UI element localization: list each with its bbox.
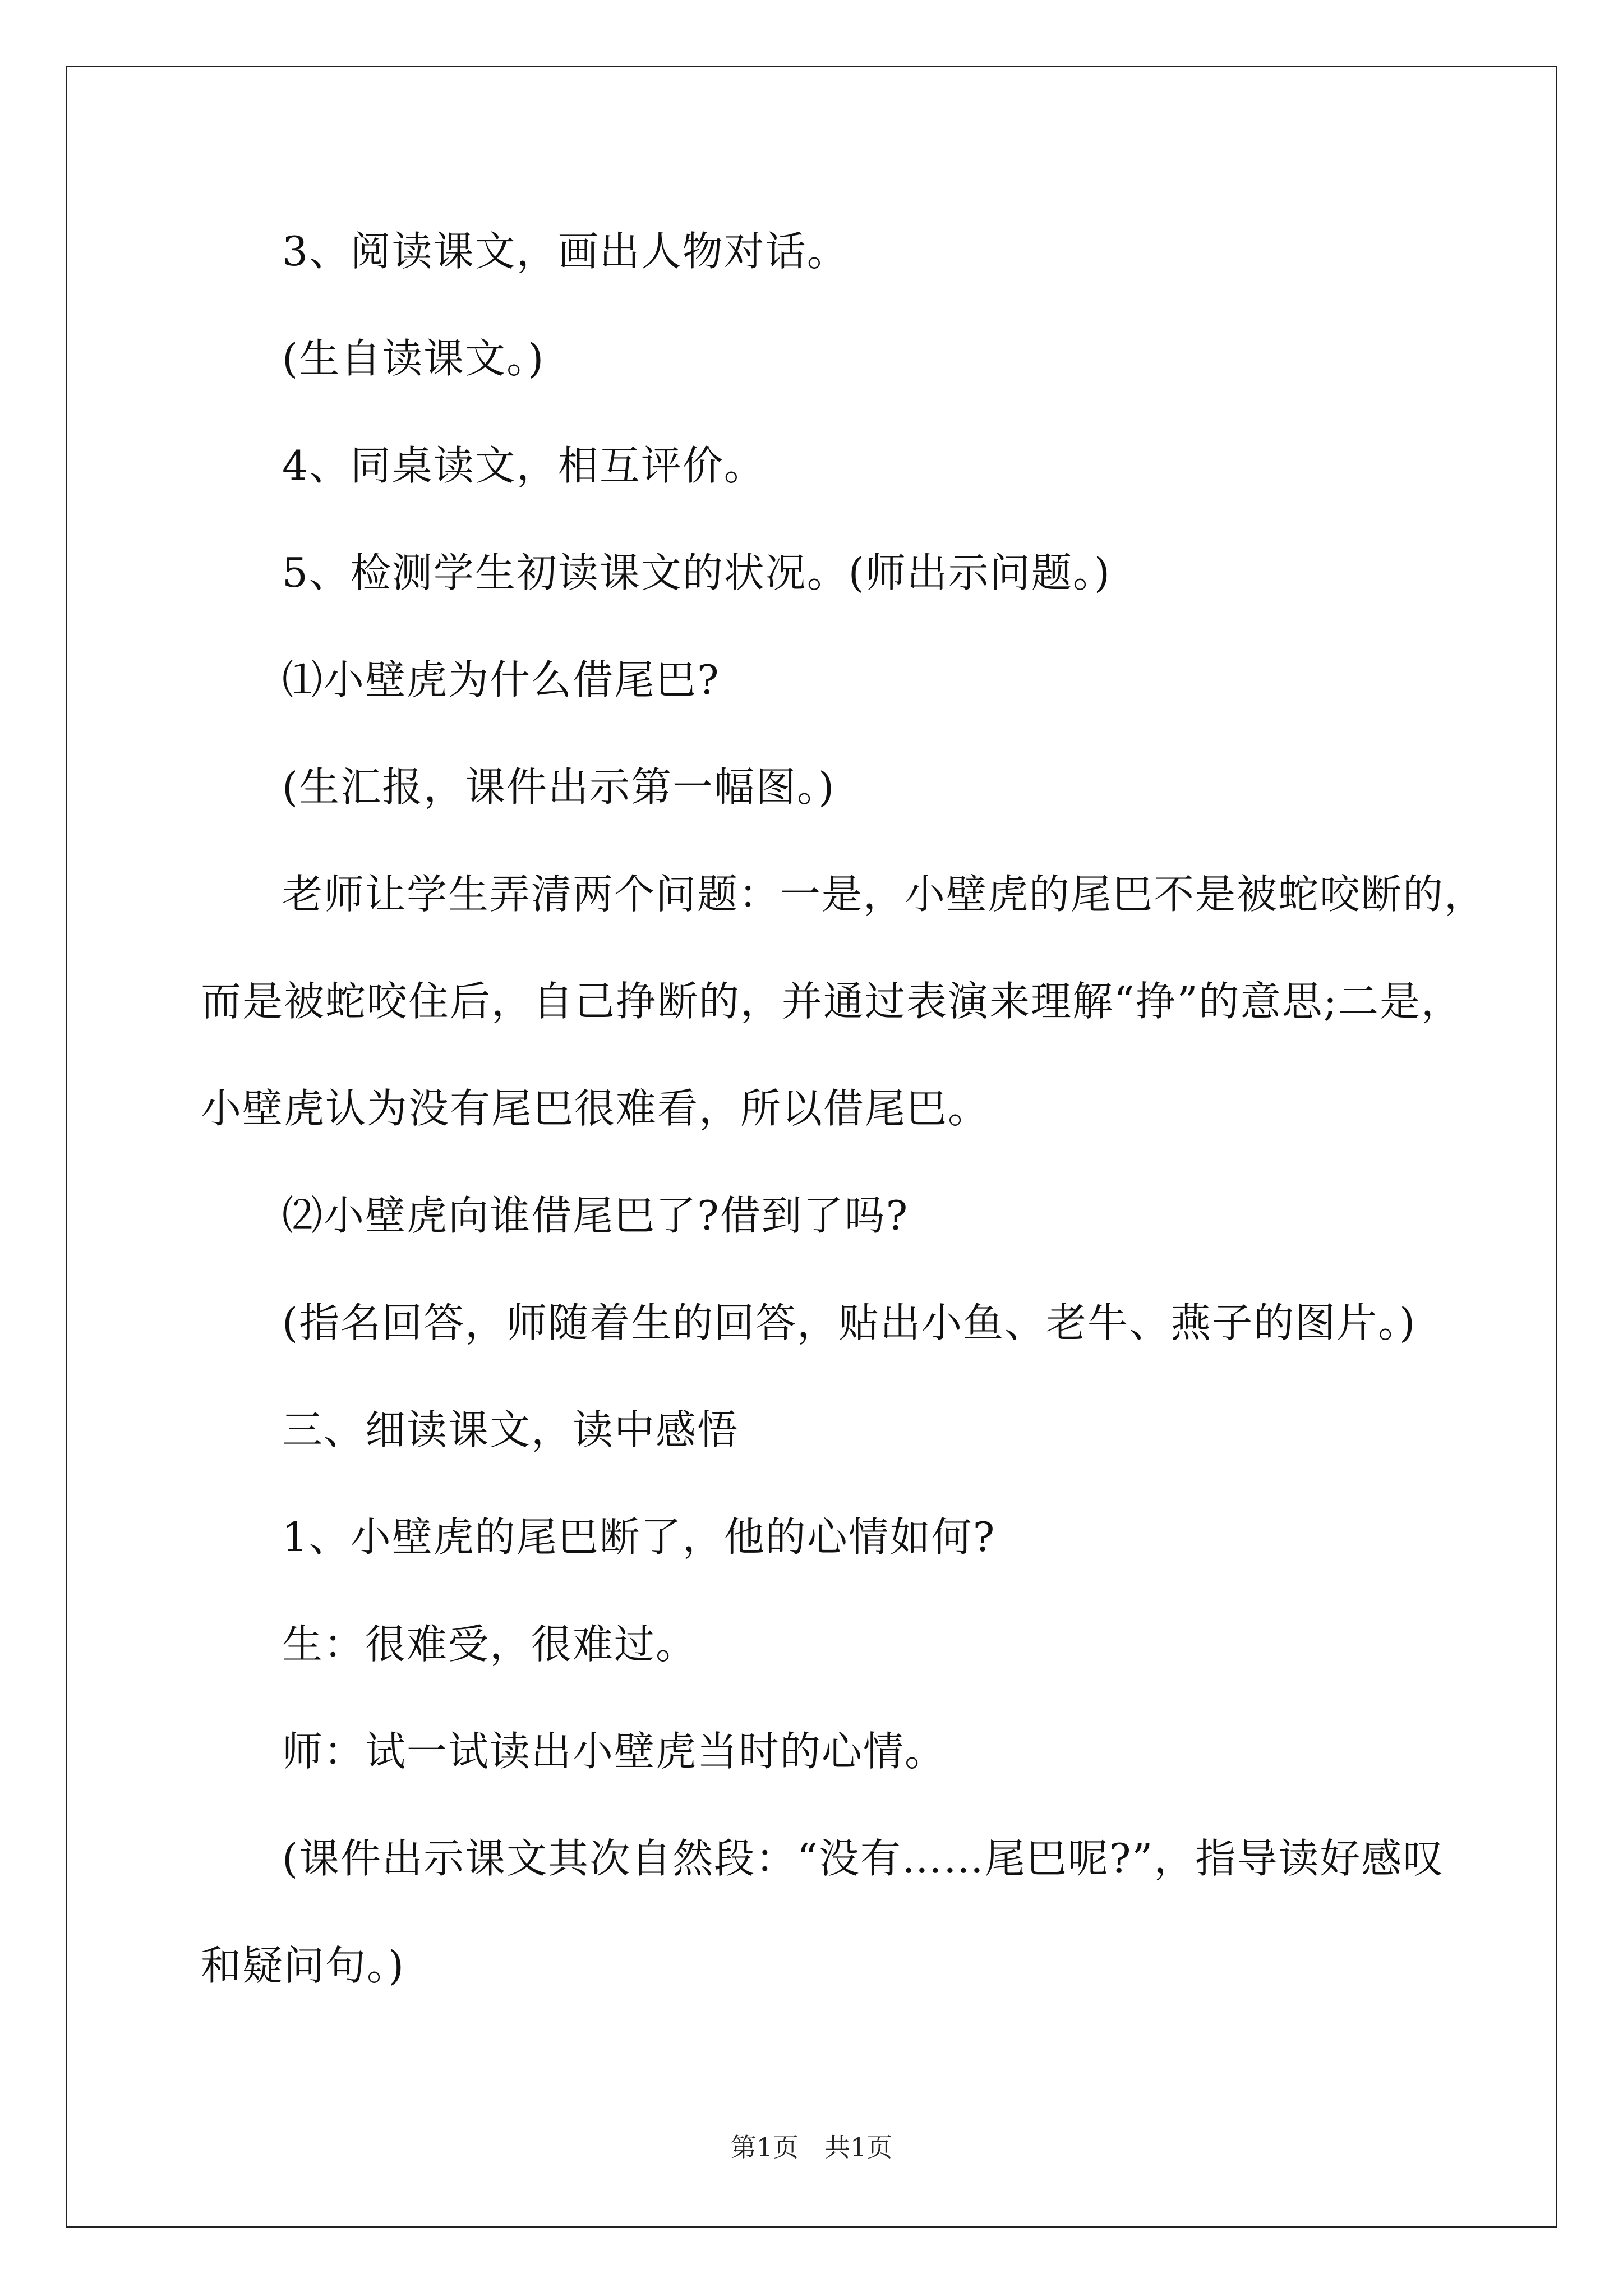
text-line: 而是被蛇咬住后，自己挣断的，并通过表演来理解“挣”的意思;二是， [201,978,1463,1025]
text-line: 小壁虎认为没有尾巴很难看，所以借尾巴。 [201,1085,990,1132]
text-line: ⑵小壁虎向谁借尾巴了?借到了吗? [282,1192,909,1239]
text-line: 三、细读课文，读中感悟 [282,1406,739,1453]
text-line: 4、同桌读文，相互评价。 [282,442,766,489]
page-footer: 第1页 共1页 [730,2132,893,2162]
text-line: 老师让学生弄清两个问题：一是，小壁虎的尾巴不是被蛇咬断的， [282,871,1486,918]
text-line: (生自读课文。) [282,335,545,382]
text-line: ⑴小壁虎为什么借尾巴? [282,656,720,703]
text-line: 生：很难受，很难过。 [282,1621,698,1668]
text-line: 和疑问句。) [201,1942,405,1989]
text-line: 1、小壁虎的尾巴断了，他的心情如何? [282,1513,996,1561]
text-line: (指名回答，师随着生的回答，贴出小鱼、老牛、燕子的图片。) [282,1299,1417,1346]
text-line: (课件出示课文其次自然段：“没有……尾巴呢?”，指导读好感叹 [282,1835,1445,1882]
page-border [66,66,1557,2228]
text-line: 5、检测学生初读课文的状况。(师出示问题。) [282,549,1111,596]
text-line: 3、阅读课文，画出人物对话。 [282,228,849,275]
text-line: (生汇报，课件出示第一幅图。) [282,763,836,811]
text-line: 师：试一试读出小壁虎当时的心情。 [282,1728,947,1775]
